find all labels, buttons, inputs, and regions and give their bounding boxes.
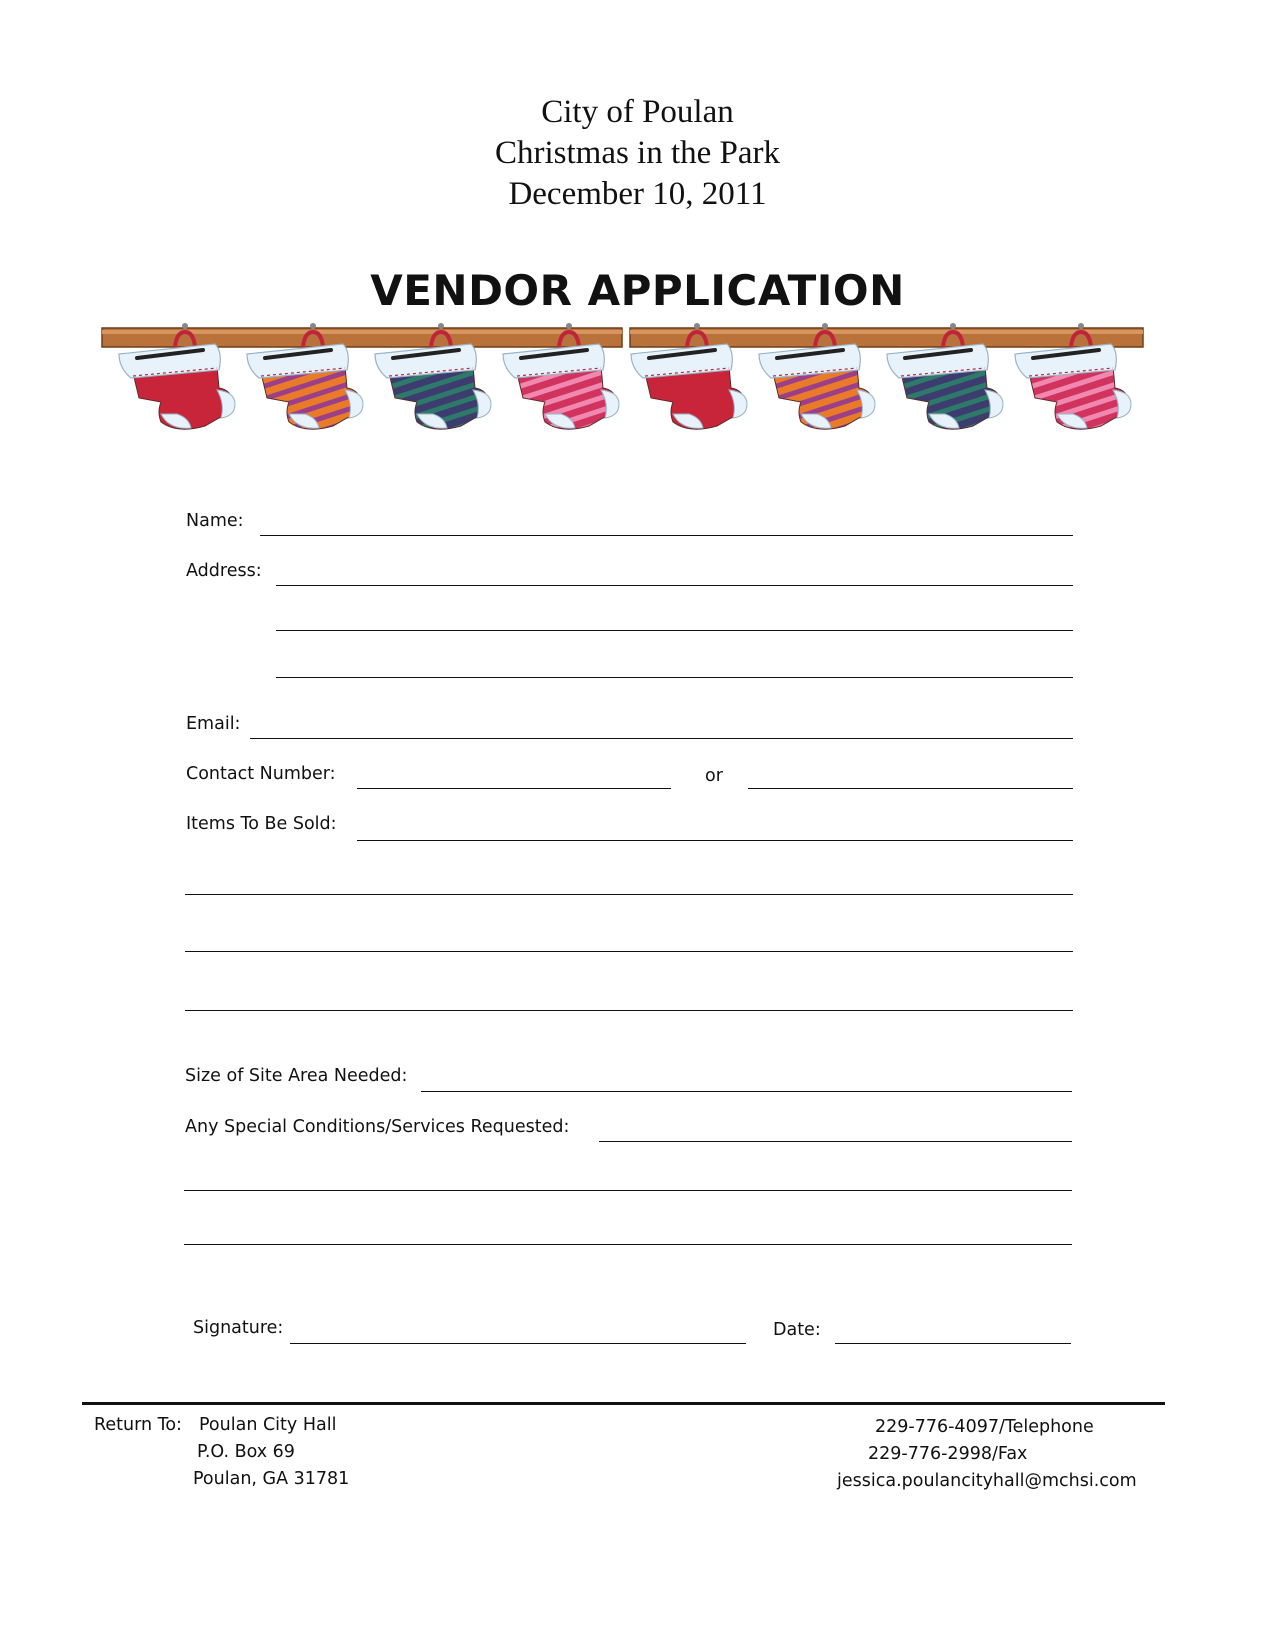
return-address-line-1: Poulan City Hall <box>199 1415 337 1435</box>
page-title: VENDOR APPLICATION <box>370 266 905 315</box>
address-field-line-3[interactable] <box>276 677 1073 678</box>
site-size-field[interactable] <box>421 1091 1072 1092</box>
items-field-line-3[interactable] <box>185 951 1073 952</box>
contact-number-field-2[interactable] <box>748 788 1073 789</box>
email-field[interactable] <box>250 738 1073 739</box>
site-size-label: Size of Site Area Needed: <box>185 1066 408 1086</box>
date-field[interactable] <box>835 1343 1071 1344</box>
header-line-event: Christmas in the Park <box>494 135 781 171</box>
header-line-city: City of Poulan <box>541 94 734 130</box>
special-conditions-field-line-1[interactable] <box>599 1141 1072 1142</box>
date-label: Date: <box>773 1320 821 1340</box>
signature-label: Signature: <box>193 1318 284 1338</box>
special-conditions-field-line-3[interactable] <box>184 1244 1072 1245</box>
items-label: Items To Be Sold: <box>186 814 337 834</box>
name-field[interactable] <box>260 535 1073 536</box>
fax-number: 229-776-2998/Fax <box>868 1444 1028 1464</box>
special-conditions-field-line-2[interactable] <box>184 1190 1072 1191</box>
telephone-number: 229-776-4097/Telephone <box>875 1417 1094 1437</box>
address-field-line-2[interactable] <box>276 630 1073 631</box>
or-label: or <box>705 766 723 786</box>
special-conditions-label: Any Special Conditions/Services Requested: <box>185 1117 570 1137</box>
footer-divider <box>82 1402 1165 1405</box>
contact-number-field-1[interactable] <box>357 788 671 789</box>
return-address-line-2: P.O. Box 69 <box>197 1442 295 1462</box>
email-label: Email: <box>186 714 241 734</box>
name-label: Name: <box>186 511 244 531</box>
items-field-line-4[interactable] <box>185 1010 1073 1011</box>
signature-field[interactable] <box>290 1343 746 1344</box>
christmas-stockings-banner-icon <box>0 318 1275 443</box>
items-field-line-1[interactable] <box>357 840 1073 841</box>
header-line-date: December 10, 2011 <box>508 176 767 212</box>
address-field-line-1[interactable] <box>276 585 1073 586</box>
address-label: Address: <box>186 561 262 581</box>
return-address-line-3: Poulan, GA 31781 <box>193 1469 350 1489</box>
items-field-line-2[interactable] <box>185 894 1073 895</box>
contact-number-label: Contact Number: <box>186 764 336 784</box>
return-to-label: Return To: <box>94 1415 182 1435</box>
contact-email: jessica.poulancityhall@mchsi.com <box>837 1471 1137 1491</box>
